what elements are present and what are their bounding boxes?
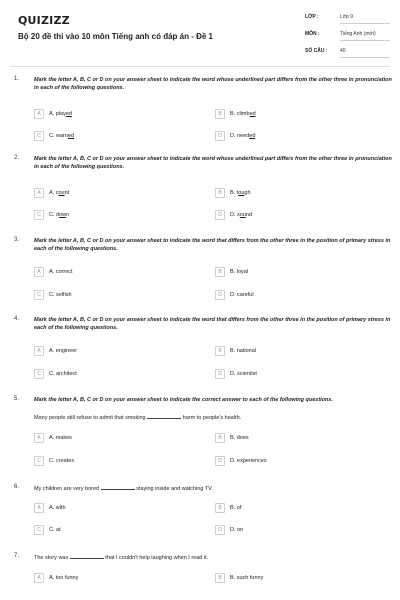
meta-row-class <box>305 14 390 26</box>
option-letter: C <box>34 369 44 379</box>
option-b[interactable] <box>215 187 251 199</box>
option-letter: B <box>215 573 225 583</box>
question-number: 6. <box>14 484 20 490</box>
option-text: D. careful <box>230 292 254 298</box>
option-text: B. loyal <box>230 269 249 275</box>
option-text: C. down <box>49 212 70 218</box>
option-b[interactable] <box>215 266 248 278</box>
question-instruction: Mark the letter A, B, C or D on your answer sheet to indicate the word that differs from the other three in the position of primary stress in each of the following questions. <box>34 238 391 252</box>
option-a[interactable] <box>34 345 77 357</box>
option-letter: B <box>215 503 225 513</box>
option-letter: B <box>215 267 225 277</box>
question-stem: My children are very bored staying inside and watching TV. <box>34 486 213 492</box>
option-a[interactable] <box>34 572 78 584</box>
option-text: A. count <box>49 190 70 196</box>
option-b[interactable] <box>215 572 263 584</box>
option-text: A. too funny <box>49 575 79 581</box>
option-c[interactable] <box>34 289 72 301</box>
option-d[interactable] <box>215 455 267 467</box>
option-a[interactable] <box>34 502 66 514</box>
option-text: D. experiences <box>230 458 267 464</box>
option-c[interactable] <box>34 524 61 536</box>
option-b[interactable] <box>215 345 256 357</box>
option-text: D. sound <box>230 212 253 218</box>
option-text: A. engineer <box>49 348 78 354</box>
option-letter: C <box>34 456 44 466</box>
option-b[interactable] <box>215 502 241 514</box>
option-letter: A <box>34 109 44 119</box>
question-number: 3. <box>14 237 20 243</box>
option-d[interactable] <box>215 524 243 536</box>
option-d[interactable] <box>215 368 257 380</box>
option-text: D. scientist <box>230 371 257 377</box>
option-letter: D <box>215 131 225 141</box>
question-number: 5. <box>14 396 20 402</box>
option-letter: C <box>34 525 44 535</box>
question-instruction: Mark the letter A, B, C or D on your answer sheet to indicate the word that differs from the other three in the position of primary stress in each of the following questions. <box>34 317 391 331</box>
question-instruction: Mark the letter A, B, C or D on your answer sheet to indicate the correct answer to each of the following questions. <box>34 397 333 403</box>
question-number: 4. <box>14 316 20 322</box>
header-divider <box>10 66 390 67</box>
option-text: B. climbed <box>230 111 256 117</box>
question-number: 2. <box>14 155 20 161</box>
option-text: B. tough <box>230 190 251 196</box>
option-text: A. makes <box>49 435 72 441</box>
option-text: A. with <box>49 505 66 511</box>
option-c[interactable] <box>34 130 74 142</box>
option-letter: A <box>34 188 44 198</box>
option-letter: D <box>215 369 225 379</box>
option-letter: C <box>34 210 44 220</box>
option-letter: B <box>215 109 225 119</box>
option-text: B. national <box>230 348 256 354</box>
option-text: B. of <box>230 505 242 511</box>
meta-value: Lớp 9 <box>340 14 390 24</box>
meta-row-subject <box>305 31 390 43</box>
option-a[interactable] <box>34 108 72 120</box>
option-letter: D <box>215 525 225 535</box>
option-d[interactable] <box>215 130 255 142</box>
worksheet-header <box>0 0 400 66</box>
option-b[interactable] <box>215 432 249 444</box>
answer-blank <box>101 484 135 490</box>
meta-key: MÔN : <box>305 31 320 37</box>
option-text: A. correct <box>49 269 73 275</box>
option-letter: D <box>215 456 225 466</box>
option-a[interactable] <box>34 266 73 278</box>
option-text: C. selfish <box>49 292 72 298</box>
option-text: C. at <box>49 527 61 533</box>
meta-value: Tiếng Anh (mới) <box>340 31 390 41</box>
option-text: B. such funny <box>230 575 264 581</box>
option-b[interactable] <box>215 108 256 120</box>
option-letter: B <box>215 346 225 356</box>
option-d[interactable] <box>215 209 252 221</box>
option-letter: A <box>34 433 44 443</box>
option-letter: D <box>215 210 225 220</box>
option-letter: D <box>215 290 225 300</box>
option-c[interactable] <box>34 455 74 467</box>
quizizz-logo: QUIZIZZ <box>18 14 70 27</box>
option-letter: A <box>34 503 44 513</box>
worksheet-title: Bộ 20 đề thi vào 10 môn Tiếng anh có đáp án - Đề 1 <box>18 32 214 41</box>
option-c[interactable] <box>34 368 77 380</box>
meta-key: LỚP : <box>305 14 319 20</box>
option-letter: C <box>34 290 44 300</box>
option-text: C. creates <box>49 458 75 464</box>
option-letter: A <box>34 267 44 277</box>
option-text: C. warned <box>49 133 75 139</box>
answer-blank <box>70 553 104 559</box>
option-letter: A <box>34 573 44 583</box>
option-text: D. needed <box>230 133 256 139</box>
option-letter: B <box>215 188 225 198</box>
option-letter: C <box>34 131 44 141</box>
option-c[interactable] <box>34 209 69 221</box>
meta-value: 40 <box>340 48 390 58</box>
question-instruction: Mark the letter A, B, C or D on your answer sheet to indicate the word whose underlined part differs from the other three in pronunciation in each of the following questions. <box>34 77 392 91</box>
option-a[interactable] <box>34 432 72 444</box>
option-text: D. on <box>230 527 244 533</box>
question-number: 1. <box>14 76 20 82</box>
meta-row-question-count <box>305 48 390 60</box>
worksheet-meta <box>305 14 390 65</box>
question-number: 7. <box>14 553 20 559</box>
question-stem: Many people still refuse to admit that smoking harm to people's health. <box>34 415 242 421</box>
option-a[interactable] <box>34 187 69 199</box>
option-d[interactable] <box>215 289 254 301</box>
question-stem: The story was that I couldn't help laughing when I read it. <box>34 555 209 561</box>
option-letter: A <box>34 346 44 356</box>
option-text: A. played <box>49 111 72 117</box>
option-letter: B <box>215 433 225 443</box>
option-text: C. architect <box>49 371 77 377</box>
question-instruction: Mark the letter A, B, C or D on your answer sheet to indicate the word whose underlined part differs from the other three in pronunciation in each of the following questions. <box>34 156 392 170</box>
option-text: B. does <box>230 435 249 441</box>
meta-key: SỐ CÂU : <box>305 48 328 54</box>
answer-blank <box>147 413 181 419</box>
